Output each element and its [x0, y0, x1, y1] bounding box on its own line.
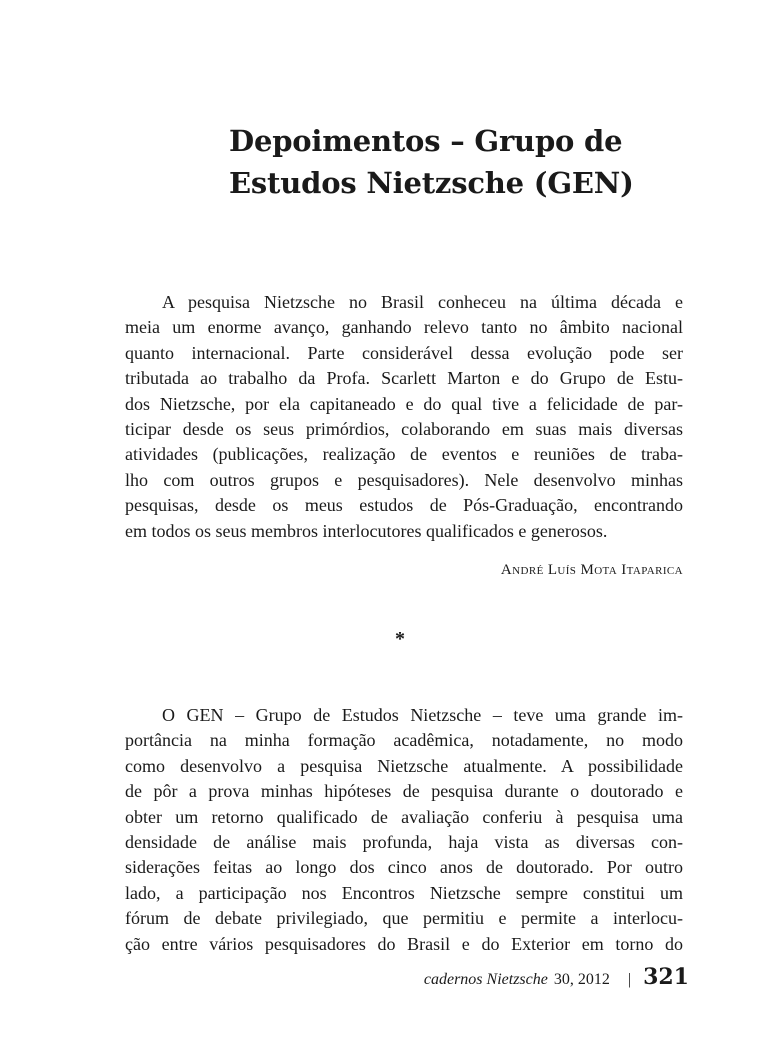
paragraph-line: meia um enorme avanço, ganhando relevo tanto no âmbito nacional [125, 317, 683, 338]
testimonial-1-paragraph [125, 290, 683, 544]
page-title [229, 120, 669, 204]
title-line-2: Estudos Nietzsche (GEN) [229, 166, 634, 200]
paragraph-line: O GEN – Grupo de Estudos Nietzsche – teve uma grande im- [162, 705, 683, 725]
paragraph-line: lado, a participação nos Encontros Nietzsche sempre constitui um [125, 882, 683, 903]
journal-issue: 30, 2012 [553, 971, 610, 988]
paragraph-line: pesquisas, desde os meus estudos de Pós-Graduação, encontrando [125, 495, 683, 516]
journal-name: cadernos Nietzsche [423, 971, 548, 988]
paragraph-line: siderações feitas ao longo dos cinco anos de doutorado. Por outro [125, 857, 683, 878]
paragraph-line: dos Nietzsche, por ela capitaneado e do qual tive a felicidade de par- [125, 393, 683, 414]
section-separator: * [395, 628, 405, 650]
testimonial-2-paragraph [125, 703, 683, 957]
paragraph-line: em todos os seus membros interlocutores qualificados e generosos. [125, 520, 608, 541]
paragraph-line: obter um retorno qualificado de avaliação conferiu à pesquisa uma [125, 806, 683, 827]
page-number: 321 [643, 964, 689, 990]
paragraph-line: densidade de análise mais profunda, haja vista as diversas con- [125, 832, 683, 853]
paragraph-line: ção entre vários pesquisadores do Brasil e do Exterior em torno do [125, 933, 683, 954]
paragraph-line: de pôr a prova minhas hipóteses de pesquisa durante o doutorado e [125, 781, 683, 802]
paragraph-line: tributada ao trabalho da Profa. Scarlett Marton e do Grupo de Estu- [125, 368, 683, 389]
page-footer [424, 964, 689, 990]
author-signature: André Luís Mota Itaparica [500, 562, 683, 578]
paragraph-line: ticipar desde os seus primórdios, colaborando em suas mais diversas [125, 419, 683, 440]
paragraph-line: quanto internacional. Parte considerável dessa evolução pode ser [125, 342, 683, 363]
paragraph-line: A pesquisa Nietzsche no Brasil conheceu na última década e [162, 292, 683, 312]
paragraph-line: fórum de debate privilegiado, que permitiu e permite a interlocu- [125, 908, 683, 929]
paragraph-line: portância na minha formação acadêmica, notadamente, no modo [125, 730, 683, 751]
paragraph-line: como desenvolvo a pesquisa Nietzsche atualmente. A possibilidade [125, 755, 683, 776]
paragraph-line: lho com outros grupos e pesquisadores). Nele desenvolvo minhas [125, 469, 683, 490]
title-line-1: Depoimentos – Grupo de [229, 124, 623, 158]
paragraph-line: atividades (publicações, realização de eventos e reuniões de traba- [125, 444, 683, 465]
footer-divider: | [627, 971, 632, 988]
